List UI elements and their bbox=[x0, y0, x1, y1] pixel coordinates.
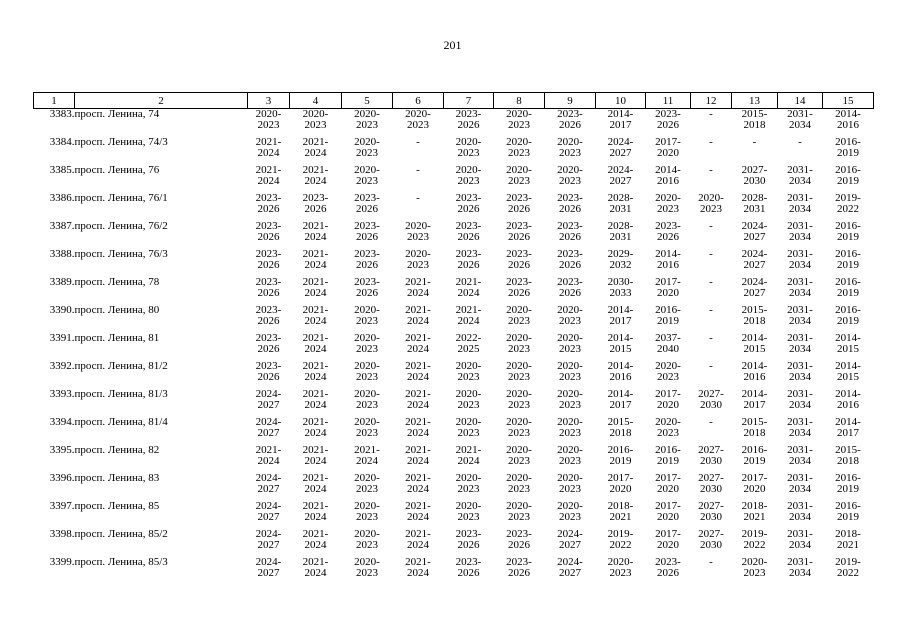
period-cell: 2020- 2023 bbox=[506, 388, 532, 411]
period-cell: 2015- 2018 bbox=[607, 416, 634, 439]
period-cell: 2016- 2019 bbox=[835, 304, 861, 327]
period-cell: 2015- 2018 bbox=[741, 304, 768, 327]
row-number: 3387. bbox=[49, 220, 75, 232]
period-cell: 2021- 2024 bbox=[354, 444, 380, 467]
period-cell: 2023- 2026 bbox=[255, 192, 282, 215]
address-cell: просп. Ленина, 82 bbox=[74, 444, 160, 456]
period-cell: 2023- 2026 bbox=[354, 220, 380, 243]
period-cell: 2028- 2031 bbox=[741, 192, 768, 215]
period-cell: 2016- 2019 bbox=[835, 220, 861, 243]
period-cell: 2027- 2030 bbox=[741, 164, 768, 187]
period-cell: - bbox=[416, 164, 420, 176]
row-number: 3386. bbox=[49, 192, 75, 204]
period-cell: 2015- 2018 bbox=[741, 416, 768, 439]
period-cell: 2020- 2023 bbox=[354, 108, 380, 131]
period-cell: 2020- 2023 bbox=[557, 416, 583, 439]
period-cell: 2017- 2020 bbox=[655, 276, 681, 299]
address-cell: просп. Ленина, 85 bbox=[74, 500, 160, 512]
column-header-2: 2 bbox=[75, 93, 248, 109]
period-cell: 2031- 2034 bbox=[787, 472, 813, 495]
address-cell: просп. Ленина, 85/3 bbox=[74, 556, 168, 568]
period-cell: 2016- 2019 bbox=[607, 444, 634, 467]
period-cell: 2021- 2024 bbox=[302, 360, 329, 383]
address-cell: просп. Ленина, 76/3 bbox=[74, 248, 168, 260]
period-cell: - bbox=[709, 164, 713, 176]
period-cell: 2016- 2019 bbox=[835, 472, 861, 495]
table-row bbox=[34, 473, 874, 501]
address-cell: просп. Ленина, 81/3 bbox=[74, 388, 168, 400]
address-cell: просп. Ленина, 85/2 bbox=[74, 528, 168, 540]
period-cell: 2023- 2026 bbox=[302, 192, 329, 215]
address-cell: просп. Ленина, 76/2 bbox=[74, 220, 168, 232]
period-cell: 2020- 2023 bbox=[354, 556, 380, 579]
period-cell: 2021- 2024 bbox=[302, 472, 329, 495]
page-number: 201 bbox=[443, 38, 462, 52]
period-cell: 2024- 2027 bbox=[255, 556, 282, 579]
period-cell: - bbox=[709, 416, 713, 428]
period-cell: 2020- 2023 bbox=[698, 192, 724, 215]
period-cell: 2023- 2026 bbox=[255, 360, 282, 383]
period-cell: 2016- 2019 bbox=[835, 276, 861, 299]
period-cell: 2020- 2023 bbox=[405, 248, 431, 271]
period-cell: 2020- 2023 bbox=[557, 304, 583, 327]
period-cell: 2020- 2023 bbox=[506, 136, 532, 159]
column-header-1: 1 bbox=[34, 93, 75, 109]
period-cell: 2020- 2023 bbox=[655, 416, 681, 439]
period-cell: 2014- 2016 bbox=[655, 248, 681, 271]
period-cell: 2027- 2030 bbox=[698, 472, 724, 495]
address-cell: просп. Ленина, 78 bbox=[74, 276, 160, 288]
table-row bbox=[34, 389, 874, 417]
period-cell: 2023- 2026 bbox=[655, 220, 681, 243]
period-cell: 2024- 2027 bbox=[607, 136, 634, 159]
period-cell: 2031- 2034 bbox=[787, 164, 813, 187]
address-cell: просп. Ленина, 81 bbox=[74, 332, 160, 344]
period-cell: 2023- 2026 bbox=[455, 248, 482, 271]
period-cell: 2020- 2023 bbox=[455, 500, 482, 523]
period-cell: 2014- 2016 bbox=[607, 360, 634, 383]
period-cell: 2021- 2024 bbox=[302, 388, 329, 411]
period-cell: 2015- 2018 bbox=[835, 444, 861, 467]
period-cell: - bbox=[709, 332, 713, 344]
period-cell: 2016- 2019 bbox=[741, 444, 768, 467]
column-header-8: 8 bbox=[494, 93, 545, 109]
period-cell: 2031- 2034 bbox=[787, 220, 813, 243]
period-cell: 2024- 2027 bbox=[557, 528, 583, 551]
period-cell: 2031- 2034 bbox=[787, 500, 813, 523]
period-cell: 2014- 2016 bbox=[835, 108, 861, 131]
table-row bbox=[34, 305, 874, 333]
period-cell: 2021- 2024 bbox=[455, 444, 482, 467]
period-cell: 2020- 2023 bbox=[607, 556, 634, 579]
period-cell: 2014- 2016 bbox=[741, 360, 768, 383]
period-cell: 2023- 2026 bbox=[354, 192, 380, 215]
repair-schedule-table bbox=[33, 92, 874, 585]
period-cell: - bbox=[709, 248, 713, 260]
period-cell: 2031- 2034 bbox=[787, 108, 813, 131]
table-row bbox=[34, 361, 874, 389]
table-row bbox=[34, 137, 874, 165]
period-cell: 2024- 2027 bbox=[255, 388, 282, 411]
table-row bbox=[34, 557, 874, 585]
period-cell: 2020- 2023 bbox=[354, 332, 380, 355]
period-cell: 2023- 2026 bbox=[455, 108, 482, 131]
table-row bbox=[34, 445, 874, 473]
period-cell: 2016- 2019 bbox=[835, 164, 861, 187]
column-header-11: 11 bbox=[646, 93, 691, 109]
period-cell: 2021- 2024 bbox=[255, 136, 282, 159]
period-cell: 2020- 2023 bbox=[506, 304, 532, 327]
period-cell: 2023- 2026 bbox=[506, 248, 532, 271]
period-cell: 2020- 2023 bbox=[741, 556, 768, 579]
period-cell: 2021- 2024 bbox=[405, 388, 431, 411]
period-cell: - bbox=[709, 108, 713, 120]
period-cell: 2028- 2031 bbox=[607, 192, 634, 215]
period-cell: 2020- 2023 bbox=[255, 108, 282, 131]
table-row bbox=[34, 249, 874, 277]
period-cell: 2020- 2023 bbox=[455, 360, 482, 383]
period-cell: 2024- 2027 bbox=[255, 528, 282, 551]
period-cell: 2021- 2024 bbox=[302, 164, 329, 187]
address-cell: просп. Ленина, 74 bbox=[74, 108, 160, 120]
period-cell: 2020- 2023 bbox=[506, 472, 532, 495]
period-cell: 2021- 2024 bbox=[302, 500, 329, 523]
period-cell: 2021- 2024 bbox=[302, 416, 329, 439]
period-cell: - bbox=[709, 304, 713, 316]
column-header-10: 10 bbox=[596, 93, 646, 109]
address-cell: просп. Ленина, 80 bbox=[74, 304, 160, 316]
period-cell: 2020- 2023 bbox=[506, 332, 532, 355]
period-cell: 2021- 2024 bbox=[302, 136, 329, 159]
period-cell: 2023- 2026 bbox=[557, 108, 583, 131]
period-cell: 2022- 2025 bbox=[455, 332, 482, 355]
period-cell: 2014- 2015 bbox=[607, 332, 634, 355]
table-row bbox=[34, 529, 874, 557]
period-cell: 2020- 2023 bbox=[354, 528, 380, 551]
period-cell: 2023- 2026 bbox=[255, 332, 282, 355]
period-cell: 2016- 2019 bbox=[835, 248, 861, 271]
period-cell: 2023- 2026 bbox=[655, 556, 681, 579]
row-number: 3390. bbox=[49, 304, 75, 316]
period-cell: 2029- 2032 bbox=[607, 248, 634, 271]
period-cell: 2027- 2030 bbox=[698, 500, 724, 523]
period-cell: 2037- 2040 bbox=[655, 332, 681, 355]
period-cell: 2023- 2026 bbox=[557, 248, 583, 271]
period-cell: 2023- 2026 bbox=[557, 276, 583, 299]
period-cell: 2023- 2026 bbox=[506, 528, 532, 551]
row-number: 3393. bbox=[49, 388, 75, 400]
period-cell: 2020- 2023 bbox=[655, 360, 681, 383]
period-cell: 2027- 2030 bbox=[698, 444, 724, 467]
period-cell: 2021- 2024 bbox=[255, 164, 282, 187]
period-cell: 2020- 2023 bbox=[557, 444, 583, 467]
period-cell: 2020- 2023 bbox=[557, 472, 583, 495]
period-cell: 2015- 2018 bbox=[741, 108, 768, 131]
period-cell: 2020- 2023 bbox=[354, 360, 380, 383]
period-cell: 2021- 2024 bbox=[302, 444, 329, 467]
table-body bbox=[34, 109, 874, 586]
period-cell: 2028- 2031 bbox=[607, 220, 634, 243]
table-row bbox=[34, 417, 874, 445]
period-cell: 2021- 2024 bbox=[405, 304, 431, 327]
period-cell: 2016- 2019 bbox=[655, 304, 681, 327]
period-cell: 2021- 2024 bbox=[302, 332, 329, 355]
period-cell: 2021- 2024 bbox=[405, 276, 431, 299]
period-cell: 2020- 2023 bbox=[354, 472, 380, 495]
period-cell: 2020- 2023 bbox=[557, 164, 583, 187]
period-cell: 2021- 2024 bbox=[405, 332, 431, 355]
period-cell: 2019- 2022 bbox=[741, 528, 768, 551]
period-cell: 2023- 2026 bbox=[455, 556, 482, 579]
period-cell: 2024- 2027 bbox=[741, 276, 768, 299]
period-cell: 2020- 2023 bbox=[455, 472, 482, 495]
period-cell: 2020- 2023 bbox=[354, 136, 380, 159]
row-number: 3397. bbox=[49, 500, 75, 512]
period-cell: 2024- 2027 bbox=[741, 220, 768, 243]
address-cell: просп. Ленина, 74/3 bbox=[74, 136, 168, 148]
period-cell: 2021- 2024 bbox=[302, 276, 329, 299]
period-cell: 2021- 2024 bbox=[255, 444, 282, 467]
row-number: 3398. bbox=[49, 528, 75, 540]
period-cell: 2023- 2026 bbox=[506, 192, 532, 215]
period-cell: 2031- 2034 bbox=[787, 556, 813, 579]
address-cell: просп. Ленина, 83 bbox=[74, 472, 160, 484]
period-cell: 2021- 2024 bbox=[302, 304, 329, 327]
period-cell: 2023- 2026 bbox=[506, 556, 532, 579]
period-cell: 2023- 2026 bbox=[255, 220, 282, 243]
period-cell: 2021- 2024 bbox=[405, 360, 431, 383]
address-cell: просп. Ленина, 81/4 bbox=[74, 416, 168, 428]
period-cell: 2024- 2027 bbox=[741, 248, 768, 271]
period-cell: - bbox=[752, 136, 757, 148]
column-header-6: 6 bbox=[393, 93, 444, 109]
period-cell: - bbox=[709, 220, 713, 232]
period-cell: 2020- 2023 bbox=[506, 416, 532, 439]
period-cell: 2017- 2020 bbox=[741, 472, 768, 495]
period-cell: 2021- 2024 bbox=[455, 276, 482, 299]
period-cell: 2020- 2023 bbox=[506, 108, 532, 131]
period-cell: 2014- 2017 bbox=[607, 388, 634, 411]
period-cell: 2021- 2024 bbox=[302, 528, 329, 551]
period-cell: 2020- 2023 bbox=[506, 164, 532, 187]
column-header-12: 12 bbox=[691, 93, 732, 109]
period-cell: 2014- 2016 bbox=[835, 388, 861, 411]
period-cell: 2024- 2027 bbox=[255, 416, 282, 439]
period-cell: 2014- 2015 bbox=[835, 332, 861, 355]
period-cell: 2017- 2020 bbox=[655, 500, 681, 523]
period-cell: 2020- 2023 bbox=[557, 500, 583, 523]
period-cell: 2020- 2023 bbox=[655, 192, 681, 215]
period-cell: - bbox=[798, 136, 802, 148]
period-cell: 2018- 2021 bbox=[607, 500, 634, 523]
period-cell: 2031- 2034 bbox=[787, 248, 813, 271]
period-cell: 2027- 2030 bbox=[698, 528, 724, 551]
row-number: 3389. bbox=[49, 276, 75, 288]
period-cell: 2031- 2034 bbox=[787, 304, 813, 327]
period-cell: 2023- 2026 bbox=[455, 220, 482, 243]
period-cell: 2020- 2023 bbox=[405, 220, 431, 243]
period-cell: 2031- 2034 bbox=[787, 360, 813, 383]
period-cell: 2021- 2024 bbox=[405, 416, 431, 439]
period-cell: 2031- 2034 bbox=[787, 416, 813, 439]
column-header-3: 3 bbox=[248, 93, 290, 109]
period-cell: 2023- 2026 bbox=[655, 108, 681, 131]
row-number: 3396. bbox=[49, 472, 75, 484]
column-header-13: 13 bbox=[732, 93, 778, 109]
period-cell: 2023- 2026 bbox=[557, 220, 583, 243]
table-row bbox=[34, 333, 874, 361]
period-cell: 2030- 2033 bbox=[607, 276, 634, 299]
period-cell: 2014- 2017 bbox=[835, 416, 861, 439]
period-cell: 2031- 2034 bbox=[787, 528, 813, 551]
address-cell: просп. Ленина, 76/1 bbox=[74, 192, 168, 204]
period-cell: 2020- 2023 bbox=[455, 388, 482, 411]
period-cell: 2024- 2027 bbox=[607, 164, 634, 187]
period-cell: 2020- 2023 bbox=[506, 444, 532, 467]
period-cell: 2027- 2030 bbox=[698, 388, 724, 411]
column-header-7: 7 bbox=[444, 93, 494, 109]
period-cell: 2020- 2023 bbox=[557, 388, 583, 411]
period-cell: 2020- 2023 bbox=[557, 332, 583, 355]
period-cell: 2014- 2017 bbox=[607, 108, 634, 131]
period-cell: 2020- 2023 bbox=[354, 164, 380, 187]
period-cell: 2031- 2034 bbox=[787, 332, 813, 355]
period-cell: 2020- 2023 bbox=[506, 360, 532, 383]
table-row bbox=[34, 277, 874, 305]
period-cell: 2017- 2020 bbox=[655, 136, 681, 159]
period-cell: 2017- 2020 bbox=[655, 472, 681, 495]
period-cell: 2020- 2023 bbox=[354, 388, 380, 411]
period-cell: 2023- 2026 bbox=[557, 192, 583, 215]
period-cell: 2031- 2034 bbox=[787, 192, 813, 215]
period-cell: 2014- 2017 bbox=[741, 388, 768, 411]
period-cell: 2024- 2027 bbox=[557, 556, 583, 579]
period-cell: 2023- 2026 bbox=[255, 248, 282, 271]
period-cell: 2020- 2023 bbox=[557, 136, 583, 159]
period-cell: 2014- 2017 bbox=[607, 304, 634, 327]
period-cell: - bbox=[416, 192, 420, 204]
row-number: 3395. bbox=[49, 444, 75, 456]
period-cell: 2021- 2024 bbox=[302, 556, 329, 579]
row-number: 3399. bbox=[49, 556, 75, 568]
period-cell: 2021- 2024 bbox=[405, 528, 431, 551]
period-cell: 2017- 2020 bbox=[607, 472, 634, 495]
period-cell: 2031- 2034 bbox=[787, 388, 813, 411]
period-cell: 2020- 2023 bbox=[354, 500, 380, 523]
period-cell: 2018- 2021 bbox=[741, 500, 768, 523]
column-header-14: 14 bbox=[778, 93, 823, 109]
period-cell: 2018- 2021 bbox=[835, 528, 861, 551]
period-cell: 2020- 2023 bbox=[506, 500, 532, 523]
period-cell: 2023- 2026 bbox=[255, 276, 282, 299]
period-cell: - bbox=[709, 556, 713, 568]
period-cell: 2014- 2015 bbox=[835, 360, 861, 383]
period-cell: 2016- 2019 bbox=[835, 136, 861, 159]
period-cell: 2023- 2026 bbox=[455, 528, 482, 551]
period-cell: 2014- 2015 bbox=[741, 332, 768, 355]
row-number: 3385. bbox=[49, 164, 75, 176]
period-cell: - bbox=[709, 136, 713, 148]
row-number: 3383. bbox=[49, 108, 75, 120]
table-header-row bbox=[34, 93, 874, 109]
column-header-5: 5 bbox=[342, 93, 393, 109]
period-cell: - bbox=[709, 276, 713, 288]
address-cell: просп. Ленина, 81/2 bbox=[74, 360, 168, 372]
period-cell: 2024- 2027 bbox=[255, 472, 282, 495]
period-cell: 2020- 2023 bbox=[557, 360, 583, 383]
column-header-15: 15 bbox=[823, 93, 874, 109]
period-cell: 2020- 2023 bbox=[302, 108, 329, 131]
table-row bbox=[34, 109, 874, 138]
period-cell: 2019- 2022 bbox=[835, 192, 861, 215]
period-cell: 2023- 2026 bbox=[354, 276, 380, 299]
row-number: 3394. bbox=[49, 416, 75, 428]
period-cell: 2020- 2023 bbox=[405, 108, 431, 131]
table-row bbox=[34, 193, 874, 221]
period-cell: 2023- 2026 bbox=[506, 276, 532, 299]
table-row bbox=[34, 165, 874, 193]
period-cell: 2023- 2026 bbox=[506, 220, 532, 243]
period-cell: 2031- 2034 bbox=[787, 444, 813, 467]
period-cell: 2021- 2024 bbox=[405, 444, 431, 467]
period-cell: 2023- 2026 bbox=[255, 304, 282, 327]
period-cell: 2031- 2034 bbox=[787, 276, 813, 299]
period-cell: 2017- 2020 bbox=[655, 528, 681, 551]
period-cell: 2021- 2024 bbox=[302, 248, 329, 271]
period-cell: 2020- 2023 bbox=[455, 416, 482, 439]
period-cell: 2014- 2016 bbox=[655, 164, 681, 187]
period-cell: 2021- 2024 bbox=[405, 556, 431, 579]
period-cell: 2016- 2019 bbox=[835, 500, 861, 523]
period-cell: 2020- 2023 bbox=[354, 416, 380, 439]
table-row bbox=[34, 221, 874, 249]
row-number: 3392. bbox=[49, 360, 75, 372]
row-number: 3388. bbox=[49, 248, 75, 260]
period-cell: 2021- 2024 bbox=[302, 220, 329, 243]
period-cell: 2020- 2023 bbox=[455, 164, 482, 187]
period-cell: 2021- 2024 bbox=[405, 472, 431, 495]
address-cell: просп. Ленина, 76 bbox=[74, 164, 160, 176]
period-cell: 2024- 2027 bbox=[255, 500, 282, 523]
column-header-4: 4 bbox=[290, 93, 342, 109]
period-cell: 2023- 2026 bbox=[455, 192, 482, 215]
period-cell: 2020- 2023 bbox=[455, 136, 482, 159]
column-header-9: 9 bbox=[545, 93, 596, 109]
row-number: 3384. bbox=[49, 136, 75, 148]
period-cell: 2021- 2024 bbox=[405, 500, 431, 523]
table-row bbox=[34, 501, 874, 529]
period-cell: 2019- 2022 bbox=[835, 556, 861, 579]
period-cell: - bbox=[416, 136, 420, 148]
period-cell: 2016- 2019 bbox=[655, 444, 681, 467]
period-cell: 2021- 2024 bbox=[455, 304, 482, 327]
period-cell: 2023- 2026 bbox=[354, 248, 380, 271]
row-number: 3391. bbox=[49, 332, 75, 344]
period-cell: 2017- 2020 bbox=[655, 388, 681, 411]
period-cell: 2019- 2022 bbox=[607, 528, 634, 551]
period-cell: - bbox=[709, 360, 713, 372]
period-cell: 2020- 2023 bbox=[354, 304, 380, 327]
